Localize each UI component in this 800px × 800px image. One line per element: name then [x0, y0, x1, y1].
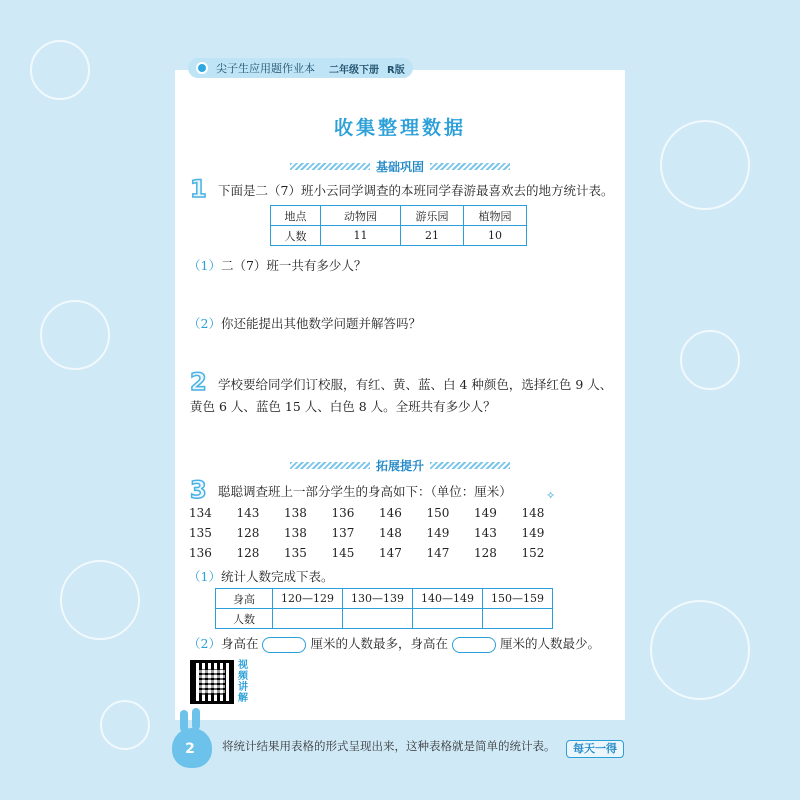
background-doodle: [100, 700, 150, 750]
height-value: 146: [379, 506, 402, 520]
footer-tip: 将统计结果用表格的形式呈现出来，这种表格就是简单的统计表。: [222, 739, 556, 753]
question-3-text: 聪聪调查班上一部分学生的身高如下：（单位：厘米）: [218, 484, 512, 499]
height-value: 128: [236, 546, 260, 560]
page-number: 2: [185, 741, 195, 757]
table-cell: 植物园: [464, 206, 527, 226]
q3-subquestion-2: [188, 634, 600, 653]
background-doodle: [650, 600, 750, 700]
height-value: 135: [284, 546, 307, 560]
q1-subquestion-2: [188, 314, 421, 332]
height-value: 135: [189, 526, 212, 540]
height-value: 137: [331, 526, 355, 540]
video-explanation-label: 视频讲解: [238, 660, 248, 704]
subquestion-text: 你还能提出其他数学问题并解答吗？: [220, 316, 421, 331]
question-2-line-1: 学校要给同学们订校服，有红、黄、蓝、白 4 种颜色，选择红色 9 人、: [218, 377, 613, 392]
q3-subquestion-1: [188, 567, 333, 585]
answer-blank[interactable]: [262, 637, 306, 653]
subquestion-mark: （1）: [188, 569, 221, 584]
height-value: 134: [189, 506, 212, 520]
subquestion-mark: （2）: [188, 316, 221, 331]
subquestion-mark: （2）: [188, 636, 221, 651]
background-doodle: [40, 300, 110, 370]
heading-stripe: [290, 462, 370, 469]
rabbit-ear-icon: [192, 708, 200, 730]
q3-height-count-table: [215, 588, 553, 629]
table-header-cell: 地点: [271, 206, 321, 226]
table-cell: 130—139: [343, 589, 413, 609]
table-cell: 150—159: [483, 589, 553, 609]
table-answer-cell[interactable]: [413, 609, 483, 629]
book-edition: R版: [387, 64, 405, 76]
table-row: [271, 206, 527, 226]
height-value: 128: [236, 526, 260, 540]
sparkle-icon: ✧: [546, 489, 556, 502]
q1-subquestion-1: [188, 256, 366, 274]
book-grade: 二年级下册: [329, 64, 379, 76]
rabbit-ear-icon: [180, 710, 188, 732]
q1-statistics-table: [270, 205, 527, 246]
table-row: [216, 609, 553, 629]
height-value: 143: [474, 526, 497, 540]
table-cell: 10: [464, 226, 527, 246]
height-value: 138: [284, 526, 307, 540]
table-cell: 21: [401, 226, 464, 246]
height-value: 136: [189, 546, 212, 560]
heading-stripe: [290, 163, 370, 170]
heights-row: [189, 503, 569, 523]
table-header-cell: 身高: [216, 589, 273, 609]
background-doodle: [60, 560, 140, 640]
height-value: 145: [331, 546, 355, 560]
table-header-cell: 人数: [216, 609, 273, 629]
height-value: 136: [331, 506, 355, 520]
height-value: 143: [236, 506, 260, 520]
question-2-number: 2: [190, 368, 207, 396]
subquestion-text: 二（7）班一共有多少人？: [220, 258, 367, 273]
subquestion-text-part: 厘米的人数最多，身高在: [310, 636, 448, 651]
question-1-number: 1: [190, 175, 207, 203]
table-row: [271, 226, 527, 246]
background-doodle: [30, 40, 90, 100]
height-value: 149: [426, 526, 450, 540]
height-value: 147: [426, 546, 450, 560]
table-answer-cell[interactable]: [273, 609, 343, 629]
question-1-text: 下面是二（7）班小云同学调查的本班同学春游最喜欢去的地方统计表。: [218, 183, 614, 198]
footer-badge: 每天一得: [566, 740, 624, 758]
heights-row: [189, 523, 569, 543]
height-value: 148: [521, 506, 545, 520]
section-advanced-heading: [290, 458, 510, 472]
height-value: 149: [474, 506, 497, 520]
page-title: 收集整理数据: [333, 117, 466, 139]
subquestion-text-part: 厘米的人数最少。: [499, 636, 600, 651]
table-cell: 140—149: [413, 589, 483, 609]
table-cell: 120—129: [273, 589, 343, 609]
section-basic-heading: [290, 159, 510, 173]
subquestion-mark: （1）: [188, 258, 221, 273]
heading-stripe: [430, 462, 510, 469]
book-series-title: 尖子生应用题作业本: [216, 62, 315, 75]
section-advanced-label: 拓展提升: [376, 458, 425, 473]
heading-stripe: [430, 163, 510, 170]
section-basic-label: 基础巩固: [376, 159, 425, 174]
height-value: 152: [521, 546, 545, 560]
height-value: 148: [379, 526, 402, 540]
height-value: 147: [379, 546, 402, 560]
subquestion-text: 统计人数完成下表。: [220, 569, 334, 584]
table-cell: 11: [321, 226, 401, 246]
table-answer-cell[interactable]: [483, 609, 553, 629]
heights-row: [189, 543, 569, 563]
question-3-number: 3: [190, 476, 207, 504]
height-value: 150: [426, 506, 450, 520]
book-logo-icon: [196, 62, 208, 74]
table-row: [216, 589, 553, 609]
question-2-line-2: 黄色 6 人、蓝色 15 人、白色 8 人。全班共有多少人？: [190, 399, 496, 414]
table-header-cell: 人数: [271, 226, 321, 246]
height-value: 128: [474, 546, 497, 560]
heights-data-grid: [189, 503, 569, 563]
subquestion-text-part: 身高在: [220, 636, 259, 651]
height-value: 138: [284, 506, 307, 520]
answer-blank[interactable]: [452, 637, 496, 653]
height-value: 149: [521, 526, 545, 540]
book-header: [188, 58, 413, 78]
qr-code[interactable]: [190, 660, 234, 704]
table-cell: 游乐园: [401, 206, 464, 226]
table-cell: 动物园: [321, 206, 401, 226]
background-doodle: [680, 330, 740, 390]
table-answer-cell[interactable]: [343, 609, 413, 629]
